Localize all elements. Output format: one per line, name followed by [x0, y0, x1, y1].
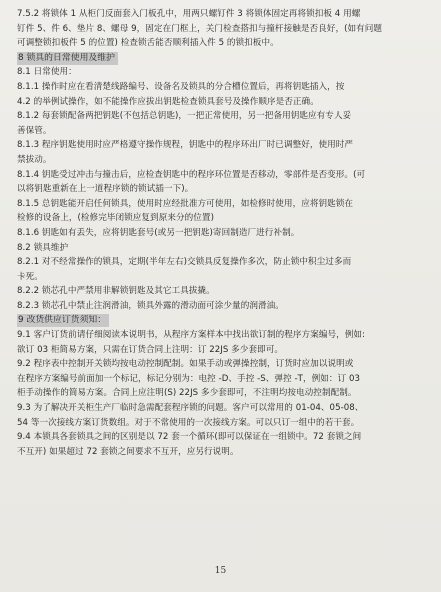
text-line: 8.1.4 钥匙受过冲击与撞击后，应检查钥匙中的程序环位置是否移动，零部件是否变形。(可: [17, 169, 366, 180]
text-line: 8.2.3 锁芯孔中禁止注润滑油，锁具外露的滑动面可涂少量的润滑油。: [17, 300, 284, 311]
text-line: 检修的设备上，(检修完毕闭锁应复到原来分的位置): [17, 213, 214, 224]
text-line: 8.1.1 操作时应在看清楚线路编号、设备名及锁具的分合槽位置后，再将钥匙插入，按: [17, 81, 345, 92]
text-line: 9.1 客户订货前请仔细阅读本说明书，从程序方案样本中找出欲订制的程序方案编号，例如:: [17, 330, 366, 341]
text-line: 8.2 锁具维护: [17, 242, 69, 253]
text-line: 卡死。: [17, 271, 43, 282]
text-line: 善保管。: [17, 125, 52, 136]
text-line: 8.2.1 对不经常操作的锁具，定期(半年左右)交锁具反复操作多次，防止锁中积尘过多而: [17, 257, 352, 268]
section-9-heading-line: [17, 313, 431, 328]
section-8-heading-line: [17, 51, 431, 66]
text-line: 8.2.2 锁芯孔中严禁用非解锁钥匙及其它工具拔撬。: [17, 286, 215, 297]
page-number: 15: [214, 566, 227, 576]
text-line: 8.1 日常使用：: [17, 67, 77, 78]
text-line: 钉件 5、件 6、垫片 8、螺母 9，固定在门框上，关门检查搭扣与撞杆接触是否良好，(如有问题: [17, 23, 383, 34]
text-line: 8.1.5 总钥匙能开启任何锁具，使用时应经批准方可使用，如检修时使用，应将钥匙锁在: [17, 198, 354, 209]
text-line: 9.2 程序表中控制开关锁均按电动控制配制。如果手动或弹操控制，订货时应加以说明或: [17, 359, 354, 370]
text-line: 8.1.3 程序钥匙使用时应严格遵守操作规程，钥匙中的程序环出厂时已调整好，使用时严: [17, 140, 354, 151]
text-line: 4.2 的举例试操作，如不能操作应拔出钥匙检查锁具套号及操作顺序是否正确。: [17, 96, 319, 107]
text-line: 欲订 03 柜简易方案，只需在订货合同上注明：订 22JS 多少套即可。: [17, 344, 284, 355]
text-line: 不互开) 如果超过 72 套锁之间要求不互开，应另行说明。: [17, 446, 239, 457]
section-8-heading: 8 锁具的日常使用及维护: [17, 52, 118, 65]
text-line: 可调整锁扣板件 5 的位置) 检查锁舌能否顺利插入件 5 的锁扣板中。: [17, 38, 279, 49]
text-line: 8.1.6 钥匙如有丢失，应将钥匙套号(或另一把钥匙)寄回制造厂进行补制。: [17, 227, 300, 238]
text-line: 柜手动操作的简易方案。合同上应注明(S) 22JS 多少套即可，不注明均按电动控制配制。: [17, 388, 357, 399]
section-9-heading: 9 改货供应订货须知：: [17, 314, 109, 327]
text-line: 禁拔动。: [17, 154, 52, 165]
text-line: 54 等一次接线方案订货数组。对于不常使用的一次接线方案。可以只订一组中的若干套。: [17, 417, 360, 428]
text-line: 8.1.2 每套锁配备两把钥匙(不包括总钥匙)，一把正常使用，另一把备用钥匙应有专人妥: [17, 111, 352, 122]
text-line: 9.3 为了解决开关柜生产厂临时急需配套程序锁的问题。客户可以常用的 01-04、05-08、: [17, 403, 364, 414]
text-line: 在程序方案编号前面加一个标记，标记分别为：电控 -D、手控 -S、弹控 -T，例如：订 03: [17, 373, 360, 384]
text-line: 以将钥匙重新在上一道程序锁的锁试插一下)。: [17, 184, 194, 195]
text-line: 9.4 本锁具各套锁具之间的区别是以 72 套一个循环(即可以保证在一组锁中。72 套锁之间: [17, 432, 362, 443]
text-line: 7.5.2 将锁体 1 从柜门反面套入门板孔中，用两只螺钉件 3 将锁体固定再将锁扣板 4 用螺: [17, 9, 361, 19]
